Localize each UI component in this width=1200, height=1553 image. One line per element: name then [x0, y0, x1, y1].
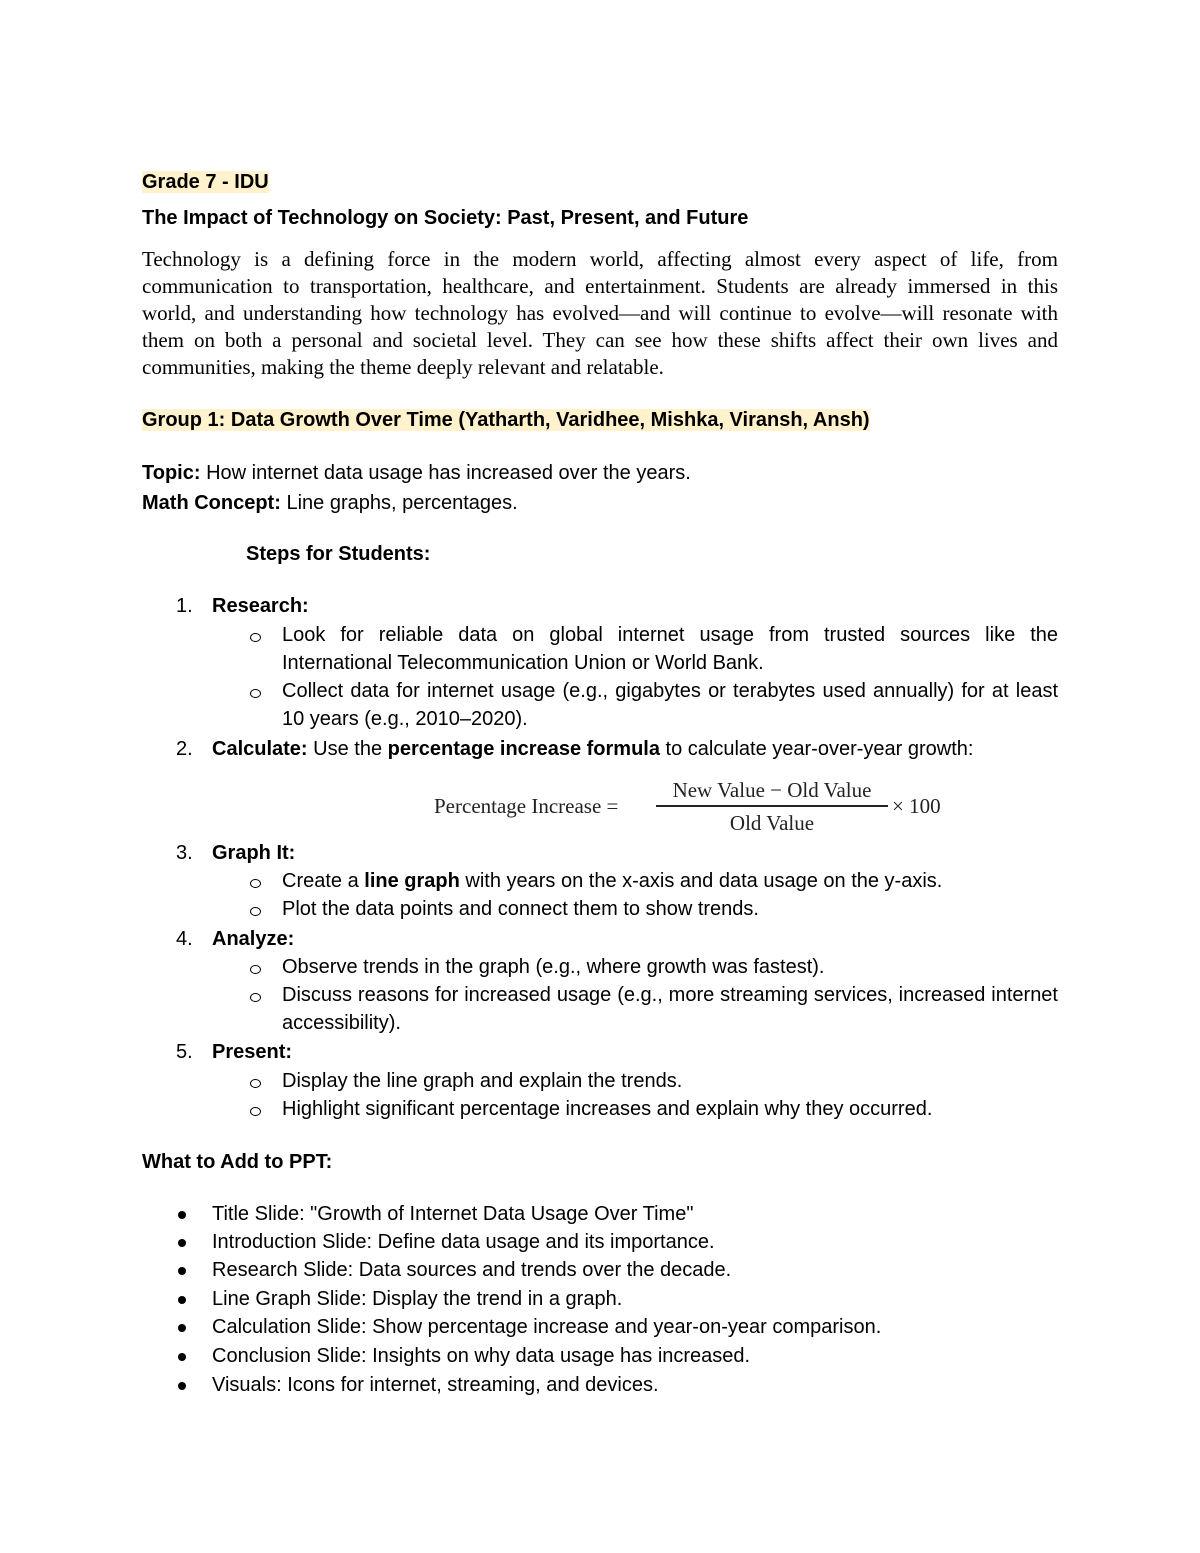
hollow-bullet-icon — [250, 1079, 261, 1088]
hollow-bullet-icon — [250, 1107, 261, 1116]
bullet-icon — [178, 1353, 186, 1361]
topic-line: Topic: How internet data usage has increased over the years. — [142, 462, 691, 484]
bullet-icon — [178, 1324, 186, 1332]
bullet-icon — [178, 1239, 186, 1247]
hollow-bullet-icon — [250, 689, 261, 698]
bullet-icon — [178, 1382, 186, 1390]
ppt-heading: What to Add to PPT: — [142, 1151, 333, 1173]
hollow-bullet-icon — [250, 907, 261, 916]
intro-paragraph: Technology is a defining force in the modern world, affecting almost every aspect of life, from communication to transportation, healthcare, and entertainment. Students are already immersed in this world, and understanding how technology has evolved—and will continue to evolve—will resonate with them on both a personal and societal level. They can see how these shifts affect their own lives and communities, making the theme deeply relevant and relatable. — [142, 247, 1058, 379]
bullet-icon — [178, 1211, 186, 1219]
math-concept-line: Math Concept: Line graphs, percentages. — [142, 492, 518, 514]
fraction-bar — [656, 805, 888, 807]
hollow-bullet-icon — [250, 993, 261, 1002]
bullet-icon — [178, 1296, 186, 1304]
steps-heading: Steps for Students: — [246, 543, 431, 565]
group-title: Group 1: Data Growth Over Time (Yatharth, Varidhee, Mishka, Viransh, Ansh) — [142, 409, 870, 431]
grade-heading: Grade 7 - IDU — [142, 171, 269, 193]
hollow-bullet-icon — [250, 965, 261, 974]
percentage-increase-formula: Percentage Increase = New Value − Old Value Old Value × 100 — [434, 778, 941, 835]
formula-fraction: New Value − Old Value Old Value — [656, 776, 888, 837]
bullet-icon — [178, 1267, 186, 1275]
hollow-bullet-icon — [250, 633, 261, 642]
theme-title: The Impact of Technology on Society: Past, Present, and Future — [142, 207, 749, 229]
hollow-bullet-icon — [250, 879, 261, 888]
